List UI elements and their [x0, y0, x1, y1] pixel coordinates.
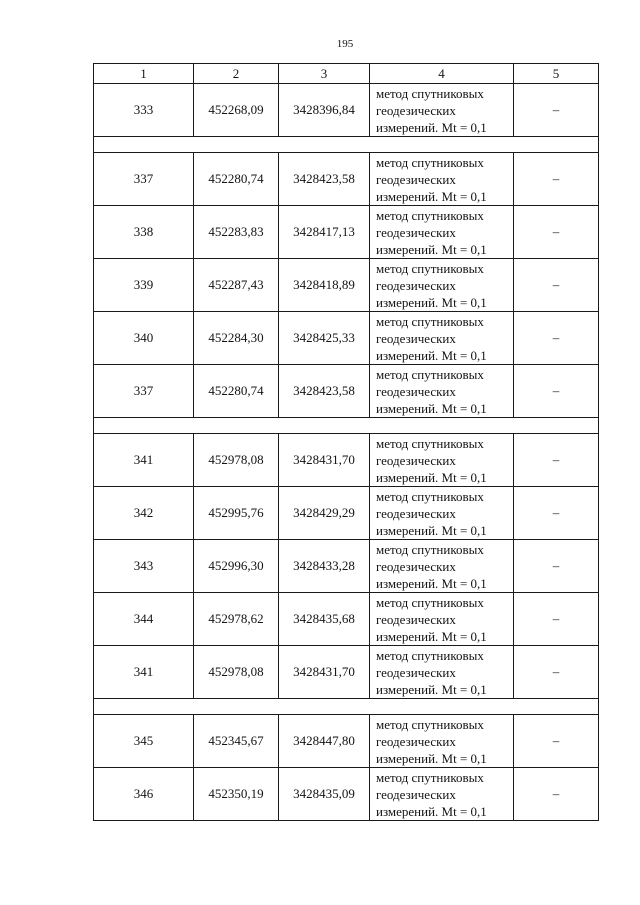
point-number-cell: 344 — [94, 593, 194, 646]
accuracy-cell: – — [514, 312, 599, 365]
x-coordinate-cell: 452280,74 — [194, 365, 279, 418]
method-line: измерений. Mt = 0,1 — [376, 400, 487, 416]
x-coordinate-cell: 452996,30 — [194, 540, 279, 593]
point-number-cell: 345 — [94, 715, 194, 768]
point-number-cell: 333 — [94, 84, 194, 137]
method-line: геодезических — [376, 277, 456, 293]
table-body — [94, 84, 599, 821]
y-coordinate-cell: 3428431,70 — [279, 646, 370, 699]
table-row — [94, 540, 599, 593]
x-coordinate-cell: 452978,62 — [194, 593, 279, 646]
method-cell — [370, 259, 514, 312]
method-line: геодезических — [376, 452, 456, 468]
point-number-cell: 338 — [94, 206, 194, 259]
table-row — [94, 84, 599, 137]
method-line: метод спутниковых — [376, 313, 484, 329]
method-line: геодезических — [376, 330, 456, 346]
accuracy-cell: – — [514, 593, 599, 646]
method-line: геодезических — [376, 224, 456, 240]
table-row — [94, 153, 599, 206]
accuracy-cell: – — [514, 487, 599, 540]
method-cell — [370, 540, 514, 593]
accuracy-cell: – — [514, 768, 599, 821]
method-cell — [370, 153, 514, 206]
method-line: метод спутниковых — [376, 541, 484, 557]
accuracy-cell: – — [514, 540, 599, 593]
x-coordinate-cell: 452345,67 — [194, 715, 279, 768]
separator-cell — [94, 418, 599, 434]
table-row — [94, 715, 599, 768]
method-line: метод спутниковых — [376, 769, 484, 785]
table-row — [94, 434, 599, 487]
accuracy-cell: – — [514, 84, 599, 137]
column-header: 3 — [279, 64, 370, 84]
method-cell — [370, 365, 514, 418]
table-row — [94, 487, 599, 540]
method-line: измерений. Mt = 0,1 — [376, 750, 487, 766]
method-cell — [370, 593, 514, 646]
accuracy-cell: – — [514, 646, 599, 699]
y-coordinate-cell: 3428447,80 — [279, 715, 370, 768]
column-header: 4 — [370, 64, 514, 84]
method-cell — [370, 646, 514, 699]
accuracy-cell: – — [514, 153, 599, 206]
point-number-cell: 341 — [94, 434, 194, 487]
method-line: метод спутниковых — [376, 260, 484, 276]
method-line: геодезических — [376, 611, 456, 627]
y-coordinate-cell: 3428417,13 — [279, 206, 370, 259]
method-cell — [370, 84, 514, 137]
accuracy-cell: – — [514, 259, 599, 312]
separator-row — [94, 418, 599, 434]
x-coordinate-cell: 452350,19 — [194, 768, 279, 821]
x-coordinate-cell: 452284,30 — [194, 312, 279, 365]
method-line: измерений. Mt = 0,1 — [376, 522, 487, 538]
method-line: измерений. Mt = 0,1 — [376, 294, 487, 310]
method-line: метод спутниковых — [376, 154, 484, 170]
accuracy-cell: – — [514, 434, 599, 487]
point-number-cell: 343 — [94, 540, 194, 593]
x-coordinate-cell: 452978,08 — [194, 646, 279, 699]
separator-row — [94, 137, 599, 153]
method-cell — [370, 715, 514, 768]
accuracy-cell: – — [514, 206, 599, 259]
method-line: геодезических — [376, 383, 456, 399]
method-line: метод спутниковых — [376, 647, 484, 663]
y-coordinate-cell: 3428433,28 — [279, 540, 370, 593]
method-line: геодезических — [376, 664, 456, 680]
column-header: 2 — [194, 64, 279, 84]
y-coordinate-cell: 3428423,58 — [279, 365, 370, 418]
x-coordinate-cell: 452287,43 — [194, 259, 279, 312]
method-line: измерений. Mt = 0,1 — [376, 628, 487, 644]
y-coordinate-cell: 3428435,68 — [279, 593, 370, 646]
x-coordinate-cell: 452995,76 — [194, 487, 279, 540]
method-line: метод спутниковых — [376, 435, 484, 451]
method-line: измерений. Mt = 0,1 — [376, 347, 487, 363]
x-coordinate-cell: 452280,74 — [194, 153, 279, 206]
y-coordinate-cell: 3428435,09 — [279, 768, 370, 821]
coordinates-table — [93, 63, 599, 821]
point-number-cell: 337 — [94, 365, 194, 418]
y-coordinate-cell: 3428423,58 — [279, 153, 370, 206]
page-number: 195 — [336, 38, 354, 50]
method-line: геодезических — [376, 786, 456, 802]
method-cell — [370, 768, 514, 821]
method-line: геодезических — [376, 171, 456, 187]
method-cell — [370, 434, 514, 487]
x-coordinate-cell: 452268,09 — [194, 84, 279, 137]
y-coordinate-cell: 3428396,84 — [279, 84, 370, 137]
separator-cell — [94, 137, 599, 153]
point-number-cell: 339 — [94, 259, 194, 312]
method-line: геодезических — [376, 102, 456, 118]
header-row — [94, 64, 599, 84]
y-coordinate-cell: 3428429,29 — [279, 487, 370, 540]
column-header: 5 — [514, 64, 599, 84]
table-row — [94, 312, 599, 365]
method-cell — [370, 312, 514, 365]
method-line: метод спутниковых — [376, 366, 484, 382]
method-line: измерений. Mt = 0,1 — [376, 241, 487, 257]
point-number-cell: 346 — [94, 768, 194, 821]
method-line: метод спутниковых — [376, 716, 484, 732]
method-line: измерений. Mt = 0,1 — [376, 681, 487, 697]
x-coordinate-cell: 452283,83 — [194, 206, 279, 259]
table-row — [94, 259, 599, 312]
point-number-cell: 337 — [94, 153, 194, 206]
table-row — [94, 206, 599, 259]
method-line: метод спутниковых — [376, 85, 484, 101]
table-row — [94, 365, 599, 418]
y-coordinate-cell: 3428425,33 — [279, 312, 370, 365]
table-row — [94, 593, 599, 646]
method-cell — [370, 206, 514, 259]
point-number-cell: 342 — [94, 487, 194, 540]
y-coordinate-cell: 3428431,70 — [279, 434, 370, 487]
method-line: метод спутниковых — [376, 207, 484, 223]
separator-cell — [94, 699, 599, 715]
method-line: измерений. Mt = 0,1 — [376, 188, 487, 204]
method-line: измерений. Mt = 0,1 — [376, 803, 487, 819]
table-row — [94, 768, 599, 821]
x-coordinate-cell: 452978,08 — [194, 434, 279, 487]
method-line: геодезических — [376, 505, 456, 521]
method-line: измерений. Mt = 0,1 — [376, 575, 487, 591]
accuracy-cell: – — [514, 365, 599, 418]
table-header — [94, 64, 599, 84]
method-line: метод спутниковых — [376, 594, 484, 610]
point-number-cell: 341 — [94, 646, 194, 699]
method-cell — [370, 487, 514, 540]
accuracy-cell: – — [514, 715, 599, 768]
separator-row — [94, 699, 599, 715]
method-line: измерений. Mt = 0,1 — [376, 119, 487, 135]
method-line: геодезических — [376, 558, 456, 574]
point-number-cell: 340 — [94, 312, 194, 365]
column-header: 1 — [94, 64, 194, 84]
method-line: геодезических — [376, 733, 456, 749]
method-line: метод спутниковых — [376, 488, 484, 504]
y-coordinate-cell: 3428418,89 — [279, 259, 370, 312]
table-row — [94, 646, 599, 699]
method-line: измерений. Mt = 0,1 — [376, 469, 487, 485]
